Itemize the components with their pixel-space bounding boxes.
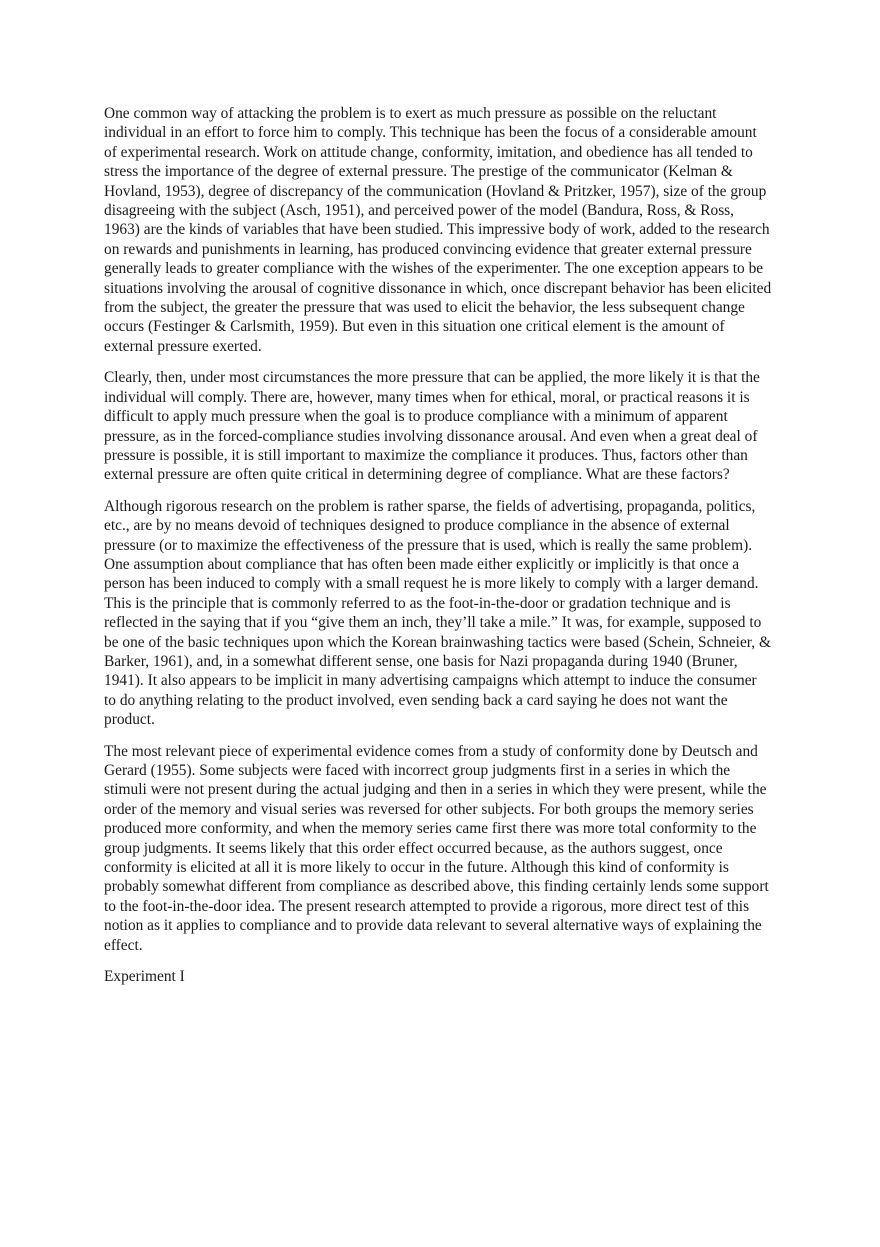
document-body bbox=[104, 104, 772, 986]
paragraph-foot-in-the-door: Although rigorous research on the problem is rather sparse, the fields of advertising, propaganda, politics, etc., are by no means devoid of techniques designed to produce compliance in the absence of external pressure (or to maximize the effectiveness of the pressure that is used, which is really the same problem). One assumption about compliance that has often been made either explicitly or implicitly is that once a person has been induced to comply with a small request he is more likely to comply with a larger demand. This is the principle that is commonly referred to as the foot-in-the-door or gradation technique and is reflected in the saying that if you “give them an inch, they’ll take a mile.” It was, for example, supposed to be one of the basic techniques upon which the Korean brainwashing tactics were based (Schein, Schneier, & Barker, 1961), and, in a somewhat different sense, one basis for Nazi propaganda during 1940 (Bruner, 1941). It also appears to be implicit in many advertising campaigns which attempt to induce the consumer to do anything relating to the product involved, even sending back a card saying he does not want the product. bbox=[104, 497, 771, 729]
section-heading: Experiment I bbox=[104, 968, 185, 986]
paragraph-experimental-evidence: The most relevant piece of experimental evidence comes from a study of conformity done by Deutsch and Gerard (1955). Some subjects were faced with incorrect group judgments first in a series in which the stimuli were not present during the actual judging and then in a series in which they were present, while the order of the memory and visual series was reversed for other subjects. For both groups the memory series produced more conformity, and when the memory series came first there was more total conformity to the group judgments. It seems likely that this order effect occurred because, as the authors suggest, once conformity is elicited at all it is more likely to occur in the future. Although this kind of conformity is probably somewhat different from compliance as described above, this finding certainly lends some support to the foot-in-the-door idea. The present research attempted to provide a rigorous, more direct test of this notion as it applies to compliance and to provide data relevant to several alternative ways of explaining the effect. bbox=[104, 742, 769, 954]
paragraph-factors-other-than-pressure: Clearly, then, under most circumstances the more pressure that can be applied, the more likely it is that the individual will comply. There are, however, many times when for ethical, moral, or practical reasons it is difficult to apply much pressure when the goal is to produce compliance with a minimum of apparent pressure, as in the forced-compliance studies involving dissonance arousal. And even when a great deal of pressure is possible, it is still important to maximize the compliance it produces. Thus, factors other than external pressure are often quite critical in determining degree of compliance. What are these factors? bbox=[104, 369, 760, 484]
paragraph-pressure-research: One common way of attacking the problem is to exert as much pressure as possible on the reluctant individual in an effort to force him to comply. This technique has been the focus of a considerable amount of experimental research. Work on attitude change, conformity, imitation, and obedience has all tended to stress the importance of the degree of external pressure. The prestige of the communicator (Kelman & Hovland, 1953), degree of discrepancy of the communication (Hovland & Pritzker, 1957), size of the group disagreeing with the subject (Asch, 1951), and perceived power of the model (Bandura, Ross, & Ross, 1963) are the kinds of variables that have been studied. This impressive body of work, added to the research on rewards and punishments in learning, has produced convincing evidence that greater external pressure generally leads to greater compliance with the wishes of the experimenter. The one exception appears to be situations involving the arousal of cognitive dissonance in which, once discrepant behavior has been elicited from the subject, the greater the pressure that was used to elicit the behavior, the less subsequent change occurs (Festinger & Carlsmith, 1959). But even in this situation one critical element is the amount of external pressure exerted. bbox=[104, 105, 772, 355]
